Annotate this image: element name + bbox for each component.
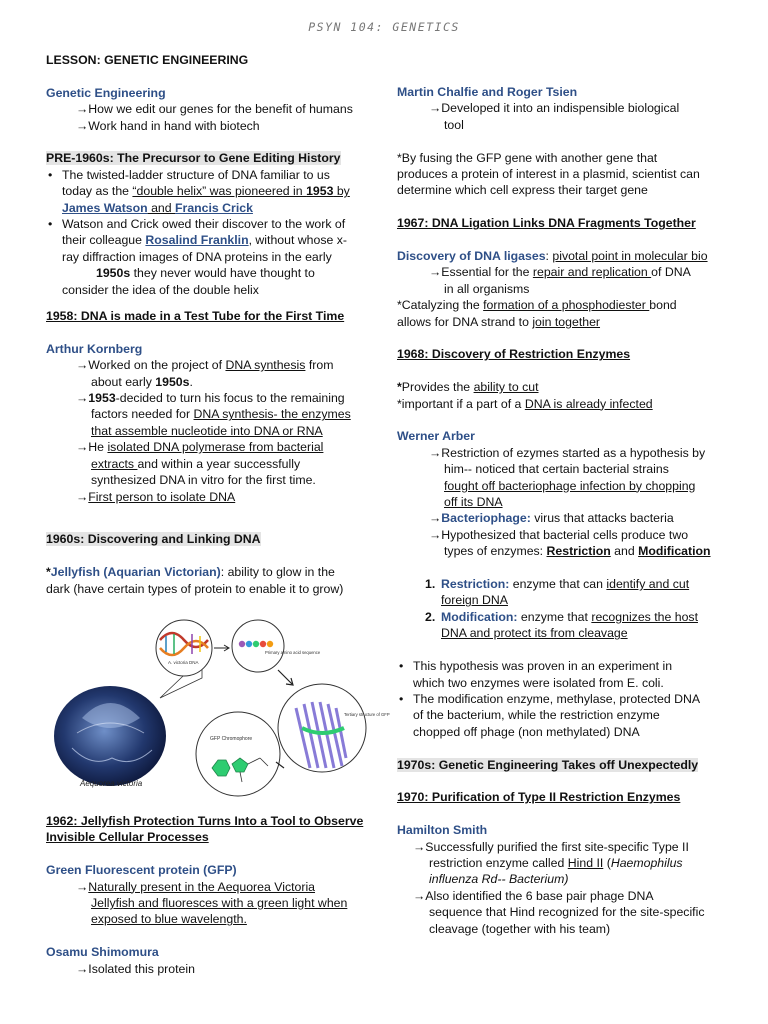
kornberg-item: →First person to isolate DNA xyxy=(76,489,236,504)
arber-item-cont: fought off bacteriophage infection by chopping xyxy=(444,478,696,493)
section-1970s-heading: 1970s: Genetic Engineering Takes off Unexpectedly xyxy=(397,757,699,772)
ligase-item-cont: in all organisms xyxy=(444,281,530,296)
catalyzing-note-cont: allows for DNA strand to join together xyxy=(397,314,601,329)
section-1967-heading: 1967: DNA Ligation Links DNA Fragments Together xyxy=(397,216,696,231)
chromophore-caption: GFP Chromophore xyxy=(210,736,253,742)
arrow-icon xyxy=(214,645,229,651)
genetic-engineering-heading: Genetic Engineering xyxy=(46,85,166,100)
section-1962-heading-cont: Invisible Cellular Processes xyxy=(46,830,209,845)
chalfie-item-cont: tool xyxy=(444,117,464,132)
numbered-item: 1. Restriction: enzyme that can identify and cut xyxy=(425,577,690,592)
smith-item-cont: influenza Rd-- Bacterium) xyxy=(429,872,569,887)
page-header: PSYN 104: GENETICS xyxy=(308,20,460,34)
bullet-continuation: chopped off phage (non methylated) DNA xyxy=(413,724,640,739)
smith-item-cont: cleavage (together with his team) xyxy=(429,921,611,936)
gfp-fusion-note: *By fusing the GFP gene with another gene that xyxy=(397,150,658,165)
smith-heading: Hamilton Smith xyxy=(397,823,488,838)
arber-heading: Werner Arber xyxy=(397,429,475,444)
kornberg-item-cont: synthesized DNA in vitro for the first time. xyxy=(91,473,316,488)
jellyfish-image xyxy=(54,686,166,786)
bullet-item: • The twisted-ladder structure of DNA familiar to us xyxy=(48,167,330,182)
section-1962-heading: 1962: Jellyfish Protection Turns Into a Tool to Observe xyxy=(46,814,364,828)
bullet-continuation: which two enzymes were isolated from E. coli. xyxy=(413,675,664,690)
gfp-heading: Green Fluorescent protein (GFP) xyxy=(46,863,237,878)
left-column xyxy=(46,52,376,597)
ge-item: →How we edit our genes for the benefit of humans xyxy=(76,102,353,117)
amino-acid-chain-icon xyxy=(239,641,273,647)
ge-item: →Work hand in hand with biotech xyxy=(76,118,260,133)
gfp-figure xyxy=(52,618,390,796)
numbered-item: 2. Modification: enzyme that recognizes the host xyxy=(425,609,698,624)
chalfie-item: →Developed it into an indispensible biological xyxy=(429,101,680,116)
shimomura-item: →Isolated this protein xyxy=(76,961,195,976)
bullet-continuation: today as the “double helix” was pioneered in 1953 by xyxy=(62,184,350,199)
smith-item: →Also identified the 6 base pair phage DNA xyxy=(413,888,654,903)
lesson-title: LESSON: GENETIC ENGINEERING xyxy=(46,53,249,67)
arber-item-cont: him-- noticed that certain bacterial strains xyxy=(444,462,669,477)
structure-caption: Tertiary structure of GFP xyxy=(344,712,390,717)
arber-item-cont: types of enzymes: Restriction and Modification xyxy=(444,544,711,559)
jellyfish-note-cont: dark (have certain types of protein to enable it to grow) xyxy=(46,581,344,596)
structure-circle xyxy=(278,684,366,772)
bullet-continuation: ray diffraction images of DNA proteins in the early xyxy=(62,249,332,264)
bullet-continuation: consider the idea of the double helix xyxy=(62,282,259,297)
jellyfish-note: *Jellyfish (Aquarian Victorian): ability to glow in the xyxy=(46,565,335,580)
kornberg-item-cont: extracts and within a year successfully xyxy=(91,456,301,471)
jellyfish-caption: Aequorea victoria xyxy=(80,779,143,788)
arber-item-cont: off its DNA xyxy=(444,495,503,510)
gfp-fusion-note: determine which cell express their target gene xyxy=(397,183,648,198)
bullet-item: • The modification enzyme, methylase, protected DNA xyxy=(399,691,701,706)
dna-ligases-line: Discovery of DNA ligases: pivotal point in molecular bio xyxy=(397,249,708,264)
important-note: *important if a part of a DNA is already infected xyxy=(397,396,653,411)
provides-note: *Provides the ability to cut xyxy=(397,380,539,395)
kornberg-item: →1953-decided to turn his focus to the remaining xyxy=(76,391,345,406)
arber-item: →Hypothesized that bacterial cells produce two xyxy=(429,527,689,542)
numbered-item-cont: foreign DNA xyxy=(441,593,508,608)
bullet-continuation: their colleague Rosalind Franklin, without whose x- xyxy=(62,233,348,248)
smith-item: →Successfully purified the first site-specific Type II xyxy=(413,839,689,854)
section-1970-heading: 1970: Purification of Type II Restriction Enzymes xyxy=(397,790,681,805)
gfp-item-cont: exposed to blue wavelength. xyxy=(91,912,247,927)
kornberg-item-cont: about early 1950s. xyxy=(91,374,193,389)
bullet-continuation: James Watson and Francis Crick xyxy=(62,200,253,215)
bullet-continuation: of the bacterium, while the restriction enzyme xyxy=(413,708,660,723)
shimomura-heading: Osamu Shimomura xyxy=(46,945,159,960)
kornberg-item-cont: factors needed for DNA synthesis- the enzymes xyxy=(91,407,351,422)
kornberg-item: →He isolated DNA polymerase from bacterial xyxy=(76,440,324,455)
bullet-item: • This hypothesis was proven in an experiment in xyxy=(399,659,673,674)
section-1960s-heading: 1960s: Discovering and Linking DNA xyxy=(46,532,261,547)
bullet-item: • Watson and Crick owed their discover to the work of xyxy=(48,217,346,232)
smith-item-cont: sequence that Hind recognized for the site-specific xyxy=(429,905,705,920)
kornberg-heading: Arthur Kornberg xyxy=(46,341,143,356)
section-1968-heading: 1968: Discovery of Restriction Enzymes xyxy=(397,347,631,362)
bullet-continuation: 1950s they never would have thought to xyxy=(96,266,315,281)
gfp-item-cont: Jellyfish and fluoresces with a green light when xyxy=(91,896,348,911)
arber-item: →Restriction of ezymes started as a hypothesis by xyxy=(429,445,706,460)
chalfie-tsien-heading: Martin Chalfie and Roger Tsien xyxy=(397,85,578,99)
arrow-icon xyxy=(278,670,293,685)
arber-item: →Bacteriophage: virus that attacks bacteria xyxy=(429,511,674,526)
chromophore-circle xyxy=(196,712,280,796)
catalyzing-note: *Catalyzing the formation of a phosphodiester bond xyxy=(397,298,677,313)
section-1958-heading: 1958: DNA is made in a Test Tube for the First Time xyxy=(46,309,345,324)
ligase-item: →Essential for the repair and replication of DNA xyxy=(429,265,691,280)
left-column-lower xyxy=(46,813,376,977)
sequence-caption: Primary amino acid sequence xyxy=(265,650,321,655)
gfp-item: →Naturally present in the Aequorea Victoria xyxy=(76,879,316,894)
numbered-item-cont: DNA and protect its from cleavage xyxy=(441,626,628,641)
smith-item-cont: restriction enzyme called Hind II (Haemophilus xyxy=(429,855,683,870)
right-column xyxy=(397,84,732,937)
kornberg-item: →Worked on the project of DNA synthesis from xyxy=(76,358,334,373)
pre-1960s-heading: PRE-1960s: The Precursor to Gene Editing History xyxy=(46,151,341,166)
kornberg-item-cont: that assemble nucleotide into DNA or RNA xyxy=(91,423,323,438)
gfp-fusion-note: produces a protein of interest in a plasmid, scientist can xyxy=(397,167,700,182)
dna-caption: A. victoria DNA xyxy=(168,660,199,665)
